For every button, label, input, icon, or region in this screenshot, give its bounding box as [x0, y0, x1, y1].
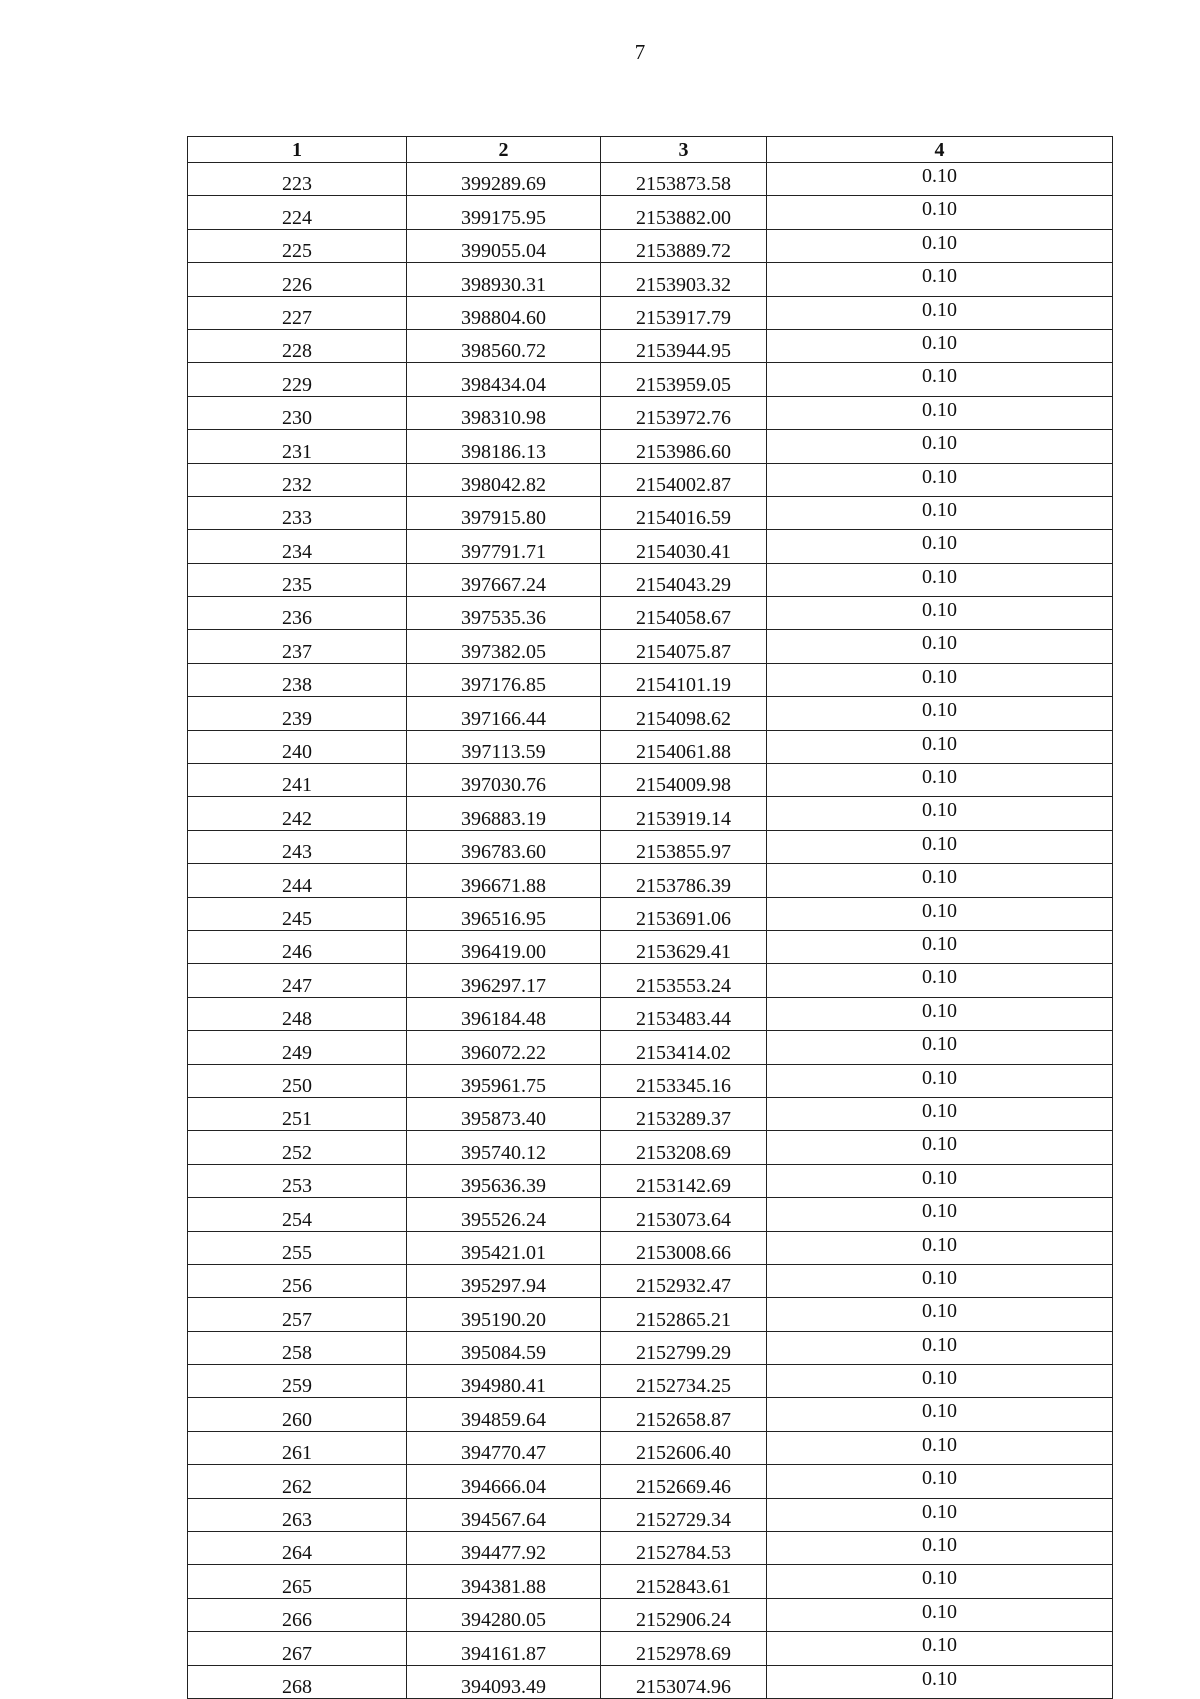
coordinate-y-cell: 2154009.98	[601, 764, 767, 797]
accuracy-cell: 0.10	[767, 263, 1113, 296]
table-row	[188, 830, 1113, 863]
coordinate-y-cell: 2152658.87	[601, 1398, 767, 1431]
coordinate-y-cell: 2153919.14	[601, 797, 767, 830]
table-header	[188, 137, 1113, 163]
coordinate-x-cell: 397535.36	[407, 597, 601, 630]
accuracy-cell: 0.10	[767, 597, 1113, 630]
accuracy-cell: 0.10	[767, 1431, 1113, 1464]
point-number-cell: 249	[188, 1031, 407, 1064]
coordinate-y-cell: 2154061.88	[601, 730, 767, 763]
coordinate-y-cell: 2153691.06	[601, 897, 767, 930]
accuracy-cell: 0.10	[767, 1131, 1113, 1164]
coordinate-y-cell: 2154101.19	[601, 663, 767, 696]
coordinate-y-cell: 2153074.96	[601, 1665, 767, 1698]
table-row	[188, 997, 1113, 1030]
table-row	[188, 530, 1113, 563]
coordinate-y-cell: 2153889.72	[601, 229, 767, 262]
accuracy-cell: 0.10	[767, 463, 1113, 496]
accuracy-cell: 0.10	[767, 964, 1113, 997]
table-row	[188, 496, 1113, 529]
coordinate-x-cell: 397176.85	[407, 663, 601, 696]
table-row	[188, 396, 1113, 429]
accuracy-cell: 0.10	[767, 396, 1113, 429]
coordinate-x-cell: 394567.64	[407, 1498, 601, 1531]
point-number-cell: 268	[188, 1665, 407, 1698]
coordinate-x-cell: 394980.41	[407, 1365, 601, 1398]
table-row	[188, 1064, 1113, 1097]
header-coordinate-x: 2	[407, 137, 601, 163]
coordinate-y-cell: 2153903.32	[601, 263, 767, 296]
coordinate-x-cell: 398804.60	[407, 296, 601, 329]
table-row	[188, 329, 1113, 362]
accuracy-cell: 0.10	[767, 1198, 1113, 1231]
coordinate-y-cell: 2153553.24	[601, 964, 767, 997]
point-number-cell: 262	[188, 1465, 407, 1498]
coordinate-y-cell: 2152843.61	[601, 1565, 767, 1598]
coordinate-x-cell: 398310.98	[407, 396, 601, 429]
point-number-cell: 267	[188, 1632, 407, 1665]
table-row	[188, 1598, 1113, 1631]
accuracy-cell: 0.10	[767, 1031, 1113, 1064]
point-number-cell: 227	[188, 296, 407, 329]
coordinate-y-cell: 2153986.60	[601, 430, 767, 463]
accuracy-cell: 0.10	[767, 296, 1113, 329]
accuracy-cell: 0.10	[767, 1665, 1113, 1698]
accuracy-cell: 0.10	[767, 1331, 1113, 1364]
point-number-cell: 257	[188, 1298, 407, 1331]
accuracy-cell: 0.10	[767, 496, 1113, 529]
accuracy-cell: 0.10	[767, 1498, 1113, 1531]
coordinate-y-cell: 2154058.67	[601, 597, 767, 630]
coordinate-x-cell: 396883.19	[407, 797, 601, 830]
coordinate-x-cell: 394477.92	[407, 1532, 601, 1565]
table-row	[188, 1431, 1113, 1464]
table-row	[188, 1198, 1113, 1231]
coordinate-x-cell: 398560.72	[407, 329, 601, 362]
coordinate-y-cell: 2154030.41	[601, 530, 767, 563]
header-accuracy: 4	[767, 137, 1113, 163]
coordinate-y-cell: 2153972.76	[601, 396, 767, 429]
coordinate-y-cell: 2152606.40	[601, 1431, 767, 1464]
table-row	[188, 1097, 1113, 1130]
point-number-cell: 243	[188, 830, 407, 863]
coordinate-x-cell: 394381.88	[407, 1565, 601, 1598]
table-row	[188, 1231, 1113, 1264]
coordinate-x-cell: 395873.40	[407, 1097, 601, 1130]
coordinates-table	[187, 136, 1113, 1699]
accuracy-cell: 0.10	[767, 1398, 1113, 1431]
coordinate-y-cell: 2153483.44	[601, 997, 767, 1030]
coordinate-y-cell: 2152784.53	[601, 1532, 767, 1565]
coordinate-y-cell: 2153142.69	[601, 1164, 767, 1197]
point-number-cell: 225	[188, 229, 407, 262]
accuracy-cell: 0.10	[767, 563, 1113, 596]
coordinate-x-cell: 397113.59	[407, 730, 601, 763]
coordinate-y-cell: 2152978.69	[601, 1632, 767, 1665]
accuracy-cell: 0.10	[767, 1231, 1113, 1264]
accuracy-cell: 0.10	[767, 229, 1113, 262]
point-number-cell: 244	[188, 864, 407, 897]
coordinate-x-cell: 396516.95	[407, 897, 601, 930]
table-row	[188, 1498, 1113, 1531]
coordinate-x-cell: 397382.05	[407, 630, 601, 663]
table-row	[188, 964, 1113, 997]
table-row	[188, 697, 1113, 730]
table-row	[188, 563, 1113, 596]
coordinate-y-cell: 2153289.37	[601, 1097, 767, 1130]
accuracy-cell: 0.10	[767, 329, 1113, 362]
coordinate-y-cell: 2153073.64	[601, 1198, 767, 1231]
point-number-cell: 224	[188, 196, 407, 229]
point-number-cell: 232	[188, 463, 407, 496]
coordinate-x-cell: 395961.75	[407, 1064, 601, 1097]
table-row	[188, 430, 1113, 463]
coordinate-x-cell: 397166.44	[407, 697, 601, 730]
coordinate-y-cell: 2153944.95	[601, 329, 767, 362]
point-number-cell: 239	[188, 697, 407, 730]
coordinate-y-cell: 2153786.39	[601, 864, 767, 897]
coordinate-y-cell: 2154043.29	[601, 563, 767, 596]
table-row	[188, 764, 1113, 797]
point-number-cell: 248	[188, 997, 407, 1030]
accuracy-cell: 0.10	[767, 530, 1113, 563]
coordinate-y-cell: 2153629.41	[601, 930, 767, 963]
point-number-cell: 242	[188, 797, 407, 830]
accuracy-cell: 0.10	[767, 1298, 1113, 1331]
table-row	[188, 1398, 1113, 1431]
accuracy-cell: 0.10	[767, 730, 1113, 763]
coordinate-y-cell: 2152865.21	[601, 1298, 767, 1331]
coordinate-x-cell: 396419.00	[407, 930, 601, 963]
coordinate-x-cell: 399289.69	[407, 163, 601, 196]
accuracy-cell: 0.10	[767, 797, 1113, 830]
point-number-cell: 229	[188, 363, 407, 396]
point-number-cell: 250	[188, 1064, 407, 1097]
coordinate-x-cell: 397030.76	[407, 764, 601, 797]
coordinate-y-cell: 2152729.34	[601, 1498, 767, 1531]
coordinate-x-cell: 394280.05	[407, 1598, 601, 1631]
coordinate-x-cell: 395740.12	[407, 1131, 601, 1164]
point-number-cell: 223	[188, 163, 407, 196]
point-number-cell: 256	[188, 1264, 407, 1297]
coordinate-y-cell: 2153008.66	[601, 1231, 767, 1264]
accuracy-cell: 0.10	[767, 864, 1113, 897]
table-row	[188, 730, 1113, 763]
coordinate-x-cell: 399055.04	[407, 229, 601, 262]
accuracy-cell: 0.10	[767, 930, 1113, 963]
point-number-cell: 237	[188, 630, 407, 663]
coordinate-x-cell: 395421.01	[407, 1231, 601, 1264]
coordinate-x-cell: 395084.59	[407, 1331, 601, 1364]
point-number-cell: 235	[188, 563, 407, 596]
table-row	[188, 163, 1113, 196]
table-row	[188, 1298, 1113, 1331]
coordinate-x-cell: 395636.39	[407, 1164, 601, 1197]
coordinate-x-cell: 395297.94	[407, 1264, 601, 1297]
accuracy-cell: 0.10	[767, 1097, 1113, 1130]
accuracy-cell: 0.10	[767, 897, 1113, 930]
accuracy-cell: 0.10	[767, 1264, 1113, 1297]
point-number-cell: 228	[188, 329, 407, 362]
table-row	[188, 363, 1113, 396]
table-row	[188, 797, 1113, 830]
accuracy-cell: 0.10	[767, 830, 1113, 863]
table-row	[188, 229, 1113, 262]
coordinate-x-cell: 397791.71	[407, 530, 601, 563]
table-row	[188, 630, 1113, 663]
coordinate-y-cell: 2154098.62	[601, 697, 767, 730]
header-row	[188, 137, 1113, 163]
coordinate-x-cell: 398186.13	[407, 430, 601, 463]
table-row	[188, 1031, 1113, 1064]
table-row	[188, 1532, 1113, 1565]
point-number-cell: 255	[188, 1231, 407, 1264]
coordinate-x-cell: 394161.87	[407, 1632, 601, 1665]
table-row	[188, 463, 1113, 496]
coordinate-x-cell: 395190.20	[407, 1298, 601, 1331]
point-number-cell: 246	[188, 930, 407, 963]
coordinate-y-cell: 2154016.59	[601, 496, 767, 529]
point-number-cell: 236	[188, 597, 407, 630]
coordinate-y-cell: 2152669.46	[601, 1465, 767, 1498]
accuracy-cell: 0.10	[767, 1632, 1113, 1665]
point-number-cell: 254	[188, 1198, 407, 1231]
table-row	[188, 263, 1113, 296]
table-row	[188, 1131, 1113, 1164]
coordinate-y-cell: 2153959.05	[601, 363, 767, 396]
point-number-cell: 264	[188, 1532, 407, 1565]
accuracy-cell: 0.10	[767, 163, 1113, 196]
header-point-number: 1	[188, 137, 407, 163]
point-number-cell: 266	[188, 1598, 407, 1631]
point-number-cell: 240	[188, 730, 407, 763]
accuracy-cell: 0.10	[767, 1465, 1113, 1498]
coordinate-y-cell: 2153917.79	[601, 296, 767, 329]
point-number-cell: 251	[188, 1097, 407, 1130]
coordinate-x-cell: 396783.60	[407, 830, 601, 863]
table-row	[188, 1665, 1113, 1698]
accuracy-cell: 0.10	[767, 430, 1113, 463]
coordinate-x-cell: 394859.64	[407, 1398, 601, 1431]
table-row	[188, 1632, 1113, 1665]
header-coordinate-y: 3	[601, 137, 767, 163]
coordinate-x-cell: 395526.24	[407, 1198, 601, 1231]
table-row	[188, 1465, 1113, 1498]
point-number-cell: 261	[188, 1431, 407, 1464]
coordinate-y-cell: 2153208.69	[601, 1131, 767, 1164]
coordinate-y-cell: 2152734.25	[601, 1365, 767, 1398]
coordinate-x-cell: 399175.95	[407, 196, 601, 229]
accuracy-cell: 0.10	[767, 1064, 1113, 1097]
coordinate-x-cell: 398434.04	[407, 363, 601, 396]
coordinate-x-cell: 398930.31	[407, 263, 601, 296]
accuracy-cell: 0.10	[767, 630, 1113, 663]
point-number-cell: 252	[188, 1131, 407, 1164]
coordinate-x-cell: 397915.80	[407, 496, 601, 529]
accuracy-cell: 0.10	[767, 1598, 1113, 1631]
accuracy-cell: 0.10	[767, 1532, 1113, 1565]
coordinate-y-cell: 2154002.87	[601, 463, 767, 496]
accuracy-cell: 0.10	[767, 663, 1113, 696]
point-number-cell: 259	[188, 1365, 407, 1398]
point-number-cell: 260	[188, 1398, 407, 1431]
point-number-cell: 238	[188, 663, 407, 696]
table-row	[188, 864, 1113, 897]
point-number-cell: 263	[188, 1498, 407, 1531]
point-number-cell: 233	[188, 496, 407, 529]
table-row	[188, 1164, 1113, 1197]
table-row	[188, 930, 1113, 963]
point-number-cell: 247	[188, 964, 407, 997]
point-number-cell: 253	[188, 1164, 407, 1197]
accuracy-cell: 0.10	[767, 764, 1113, 797]
table-row	[188, 1365, 1113, 1398]
accuracy-cell: 0.10	[767, 1365, 1113, 1398]
coordinate-x-cell: 396072.22	[407, 1031, 601, 1064]
coordinate-y-cell: 2153882.00	[601, 196, 767, 229]
accuracy-cell: 0.10	[767, 363, 1113, 396]
point-number-cell: 258	[188, 1331, 407, 1364]
point-number-cell: 241	[188, 764, 407, 797]
point-number-cell: 265	[188, 1565, 407, 1598]
accuracy-cell: 0.10	[767, 196, 1113, 229]
coordinate-y-cell: 2153345.16	[601, 1064, 767, 1097]
coordinate-x-cell: 398042.82	[407, 463, 601, 496]
coordinate-x-cell: 396671.88	[407, 864, 601, 897]
accuracy-cell: 0.10	[767, 997, 1113, 1030]
point-number-cell: 231	[188, 430, 407, 463]
table-row	[188, 1565, 1113, 1598]
accuracy-cell: 0.10	[767, 1164, 1113, 1197]
accuracy-cell: 0.10	[767, 1565, 1113, 1598]
coordinate-x-cell: 394093.49	[407, 1665, 601, 1698]
table-row	[188, 597, 1113, 630]
coordinate-y-cell: 2152906.24	[601, 1598, 767, 1631]
coordinate-y-cell: 2152932.47	[601, 1264, 767, 1297]
table-row	[188, 296, 1113, 329]
table-row	[188, 1264, 1113, 1297]
table-row	[188, 663, 1113, 696]
point-number-cell: 245	[188, 897, 407, 930]
point-number-cell: 230	[188, 396, 407, 429]
table-body	[188, 163, 1113, 1699]
coordinate-y-cell: 2154075.87	[601, 630, 767, 663]
coordinate-x-cell: 394770.47	[407, 1431, 601, 1464]
coordinate-y-cell: 2153873.58	[601, 163, 767, 196]
table-row	[188, 1331, 1113, 1364]
coordinate-x-cell: 396184.48	[407, 997, 601, 1030]
table-row	[188, 196, 1113, 229]
accuracy-cell: 0.10	[767, 697, 1113, 730]
coordinate-y-cell: 2153414.02	[601, 1031, 767, 1064]
point-number-cell: 226	[188, 263, 407, 296]
table-row	[188, 897, 1113, 930]
coordinate-x-cell: 394666.04	[407, 1465, 601, 1498]
page-number: 7	[634, 40, 646, 64]
coordinate-x-cell: 397667.24	[407, 563, 601, 596]
coordinate-y-cell: 2152799.29	[601, 1331, 767, 1364]
coordinate-x-cell: 396297.17	[407, 964, 601, 997]
coordinate-y-cell: 2153855.97	[601, 830, 767, 863]
point-number-cell: 234	[188, 530, 407, 563]
